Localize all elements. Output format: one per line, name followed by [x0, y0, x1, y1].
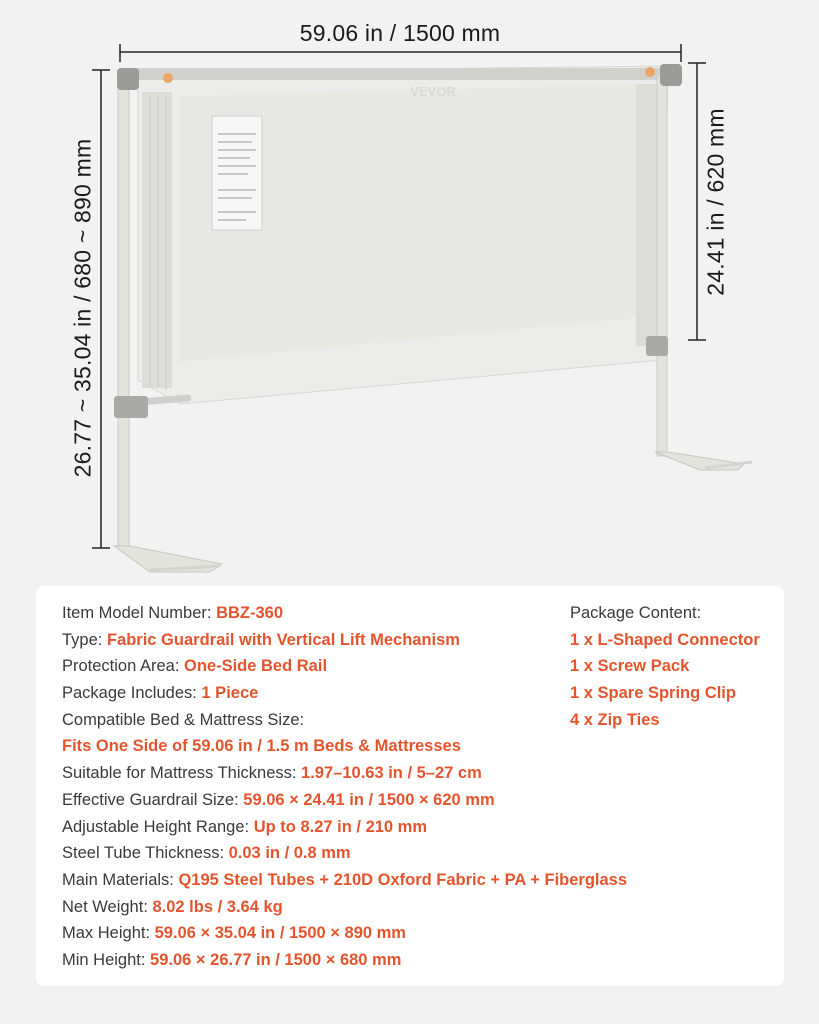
side-mesh-right	[636, 84, 658, 346]
spec-row-materials: Main Materials: Q195 Steel Tubes + 210D Oxford Fabric + PA + Fiberglass	[62, 870, 628, 889]
package-item-spring-clip: 1 x Spare Spring Clip	[570, 684, 736, 703]
spec-row-min-height: Min Height: 59.06 × 26.77 in / 1500 × 680 mm	[62, 950, 402, 969]
product-label-sticker	[212, 116, 262, 230]
width-dimension-label: 59.06 in / 1500 mm	[299, 20, 501, 46]
side-mesh-left	[142, 92, 172, 388]
spec-row-model: Item Model Number: BBZ-360	[62, 604, 283, 622]
top-rail	[122, 68, 680, 80]
specifications-card	[36, 586, 784, 986]
height-range-dimension-label: 26.77 ~ 35.04 in / 680 ~ 890 mm	[69, 138, 96, 478]
package-item-zip-ties: 4 x Zip Ties	[570, 710, 660, 729]
right-post	[657, 76, 667, 456]
spec-row-mattress-thickness: Suitable for Mattress Thickness: 1.97–10.63 in / 5–27 cm	[62, 764, 482, 783]
spec-row-net-weight: Net Weight: 8.02 lbs / 3.64 kg	[62, 897, 283, 916]
package-content-list	[570, 600, 780, 733]
spec-row-protection-area: Protection Area: One-Side Bed Rail	[62, 657, 328, 676]
spec-row-max-height: Max Height: 59.06 × 35.04 in / 1500 × 890 mm	[62, 924, 406, 943]
left-clamp	[114, 396, 148, 418]
package-content-title: Package Content:	[570, 604, 702, 622]
spec-row-type: Type: Fabric Guardrail with Vertical Lift Mechanism	[62, 630, 460, 649]
spec-row-guardrail-size: Effective Guardrail Size: 59.06 × 24.41 in / 1500 × 620 mm	[62, 790, 495, 809]
package-item-connector: 1 x L-Shaped Connector	[570, 630, 760, 649]
spec-row-tube-thickness: Steel Tube Thickness: 0.03 in / 0.8 mm	[62, 844, 351, 863]
right-foot	[655, 452, 744, 470]
package-item-screw-pack: 1 x Screw Pack	[570, 657, 690, 676]
spec-row-package-includes: Package Includes: 1 Piece	[62, 684, 259, 703]
brand-logo: VEVOR	[410, 84, 456, 99]
left-post	[118, 76, 129, 546]
right-clamp	[646, 336, 668, 356]
spec-row-height-range: Adjustable Height Range: Up to 8.27 in / 210 mm	[62, 817, 428, 836]
guardrail-height-dimension-label: 24.41 in / 620 mm	[702, 108, 729, 296]
spec-row-compatible-size-label: Compatible Bed & Mattress Size:	[62, 710, 305, 729]
spec-row-compatible-size-value: Fits One Side of 59.06 in / 1.5 m Beds & Mattresses	[62, 737, 461, 756]
